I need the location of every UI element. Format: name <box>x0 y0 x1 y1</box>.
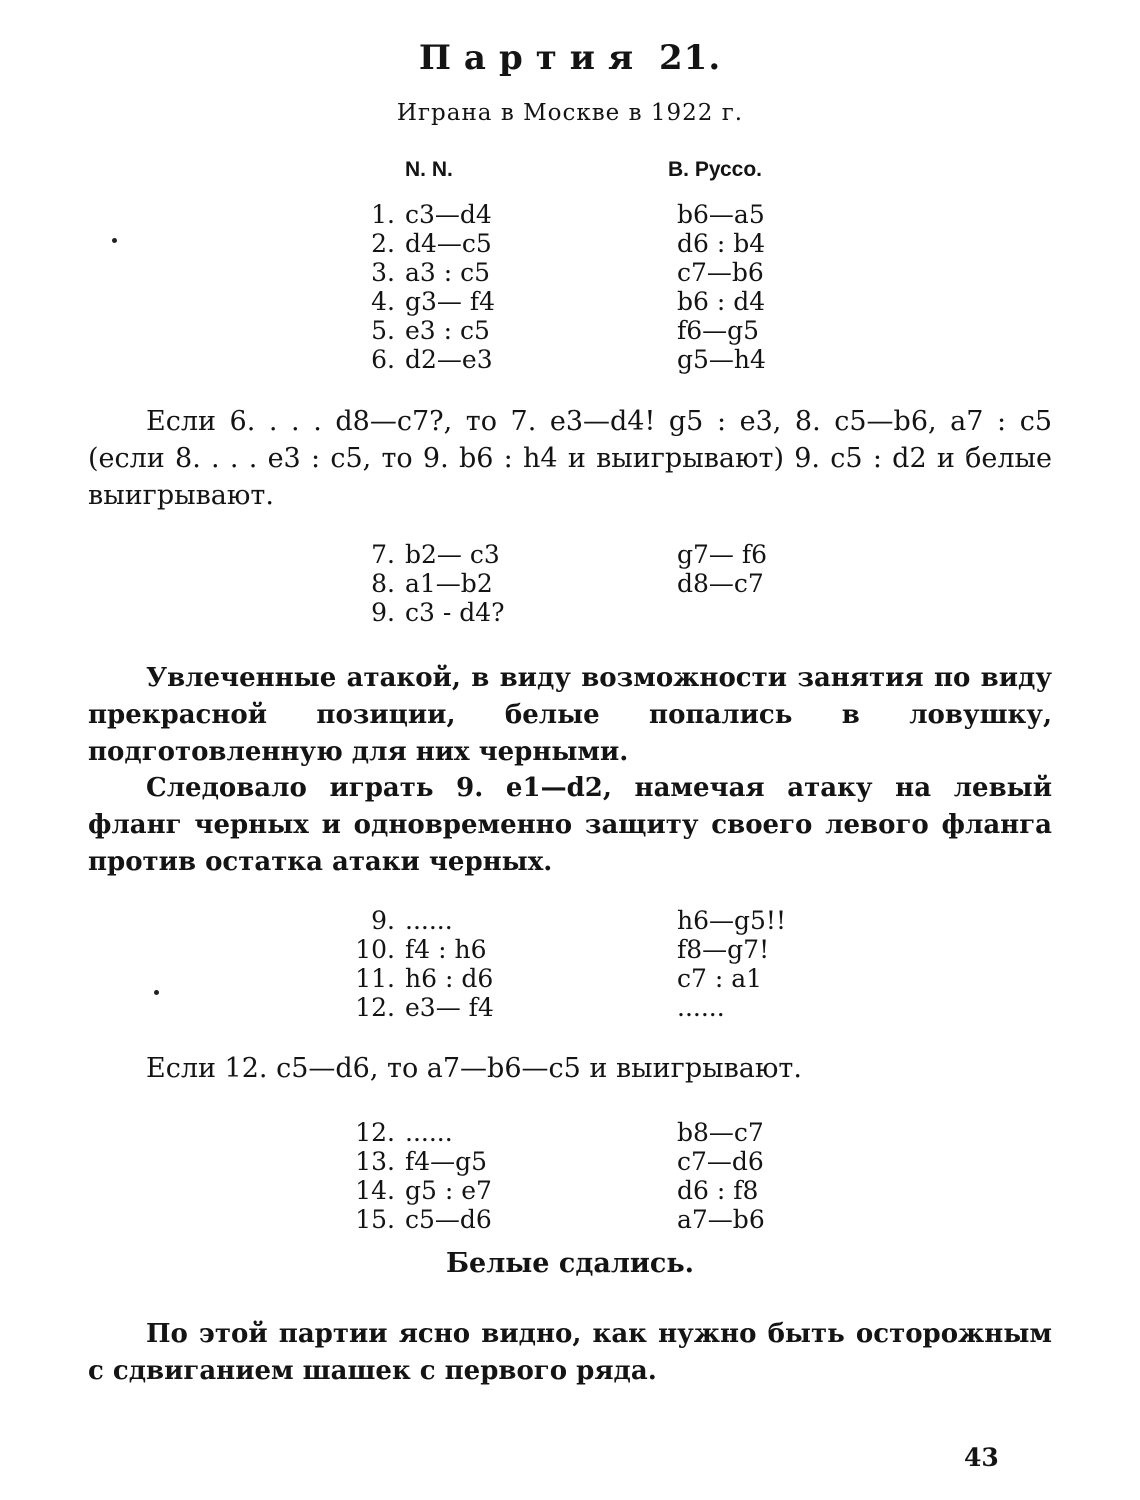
move-row <box>0 540 1140 569</box>
moves-block-3 <box>0 906 1140 1022</box>
move-row <box>0 569 1140 598</box>
move-number: 6. <box>371 345 395 374</box>
black-move: a7—b6 <box>677 1205 765 1234</box>
title-number: 21. <box>659 38 722 78</box>
white-move: d4—c5 <box>405 229 492 258</box>
moves-block-1 <box>0 200 1140 374</box>
black-move: f8—g7! <box>677 935 770 964</box>
black-move: h6—g5!! <box>677 906 787 935</box>
move-row <box>0 906 1140 935</box>
white-move: a1—b2 <box>405 569 493 598</box>
move-row <box>0 1176 1140 1205</box>
white-move: c5—d6 <box>405 1205 492 1234</box>
white-player: N. N. <box>405 158 453 181</box>
black-move: b6—a5 <box>677 200 765 229</box>
move-number: 1. <box>371 200 395 229</box>
move-row <box>0 964 1140 993</box>
black-move: g5—h4 <box>677 345 766 374</box>
page-number: 43 <box>964 1443 999 1472</box>
move-row <box>0 993 1140 1022</box>
move-row <box>0 316 1140 345</box>
move-row <box>0 287 1140 316</box>
move-number: 14. <box>355 1176 395 1205</box>
black-move: c7—b6 <box>677 258 764 287</box>
players-header <box>0 158 1140 188</box>
white-move: h6 : d6 <box>405 964 494 993</box>
white-move: g5 : e7 <box>405 1176 492 1205</box>
white-move: e3— f4 <box>405 993 494 1022</box>
move-number: 13. <box>355 1147 395 1176</box>
move-row <box>0 1205 1140 1234</box>
closing-paragraph: По этой партии ясно видно, как нужно быть осторожным с сдвиганием шашек с первого ряда. <box>88 1319 1052 1386</box>
move-row <box>0 598 1140 627</box>
move-number: 3. <box>371 258 395 287</box>
move-number: 11. <box>355 964 395 993</box>
move-number: 12. <box>355 993 395 1022</box>
title-word: Партия <box>418 38 647 78</box>
move-row <box>0 200 1140 229</box>
move-row <box>0 935 1140 964</box>
black-move: c7 : a1 <box>677 964 763 993</box>
black-move: c7—d6 <box>677 1147 764 1176</box>
game-subtitle: Играна в Москве в 1922 г. <box>396 100 744 126</box>
move-number: 15. <box>355 1205 395 1234</box>
move-row <box>0 229 1140 258</box>
move-number: 2. <box>371 229 395 258</box>
print-speck <box>112 238 117 243</box>
moves-block-4 <box>0 1118 1140 1234</box>
white-move: b2— c3 <box>405 540 500 569</box>
white-move: c3—d4 <box>405 200 492 229</box>
black-move: g7— f6 <box>677 540 768 569</box>
annotation-paragraph-4: Если 12. c5—d6, то a7—b6—c5 и выигрывают. <box>146 1053 802 1084</box>
page-title <box>0 38 1140 78</box>
annotation-paragraph-3: Следовало играть 9. e1—d2, намечая атаку на левый фланг черных и одновременно защиту своего левого фланга против остатка атаки черных. <box>88 773 1052 877</box>
move-number: 5. <box>371 316 395 345</box>
white-move: d2—e3 <box>405 345 493 374</box>
white-move: a3 : c5 <box>405 258 491 287</box>
moves-block-2 <box>0 540 1140 627</box>
black-move: f6—g5 <box>677 316 760 345</box>
move-number: 9. <box>371 598 395 627</box>
white-move: f4—g5 <box>405 1147 488 1176</box>
move-row <box>0 1118 1140 1147</box>
move-number: 8. <box>371 569 395 598</box>
move-row <box>0 345 1140 374</box>
white-move: e3 : c5 <box>405 316 490 345</box>
move-row <box>0 258 1140 287</box>
move-number: 4. <box>371 287 395 316</box>
white-move: g3— f4 <box>405 287 496 316</box>
white-move: ...... <box>405 1118 453 1147</box>
game-result: Белые сдались. <box>445 1248 695 1279</box>
annotation-paragraph-1: Если 6. . . . d8—c7?, то 7. e3—d4! g5 : e3, 8. c5—b6, a7 : c5 (если 8. . . . e3 : c5, то 9. b6 : h4 и выигрывают) 9. c5 : d2 и белые выигрывают. <box>88 406 1052 511</box>
white-move: ...... <box>405 906 453 935</box>
black-move: b8—c7 <box>677 1118 764 1147</box>
move-number: 12. <box>355 1118 395 1147</box>
black-move: d8—c7 <box>677 569 764 598</box>
black-move: d6 : b4 <box>677 229 766 258</box>
white-move: c3 - d4? <box>405 598 505 627</box>
move-number: 10. <box>355 935 395 964</box>
black-move: ...... <box>677 993 725 1022</box>
print-speck <box>154 990 159 995</box>
move-row <box>0 1147 1140 1176</box>
white-move: f4 : h6 <box>405 935 487 964</box>
annotation-paragraph-2: Увлеченные атакой, в виду возможности занятия по виду прекрасной позиции, белые попались в ловушку, подготовленную для них черными. <box>88 663 1052 767</box>
black-player: В. Руссо. <box>668 158 763 181</box>
black-move: d6 : f8 <box>677 1176 759 1205</box>
move-number: 7. <box>371 540 395 569</box>
move-number: 9. <box>371 906 395 935</box>
black-move: b6 : d4 <box>677 287 766 316</box>
